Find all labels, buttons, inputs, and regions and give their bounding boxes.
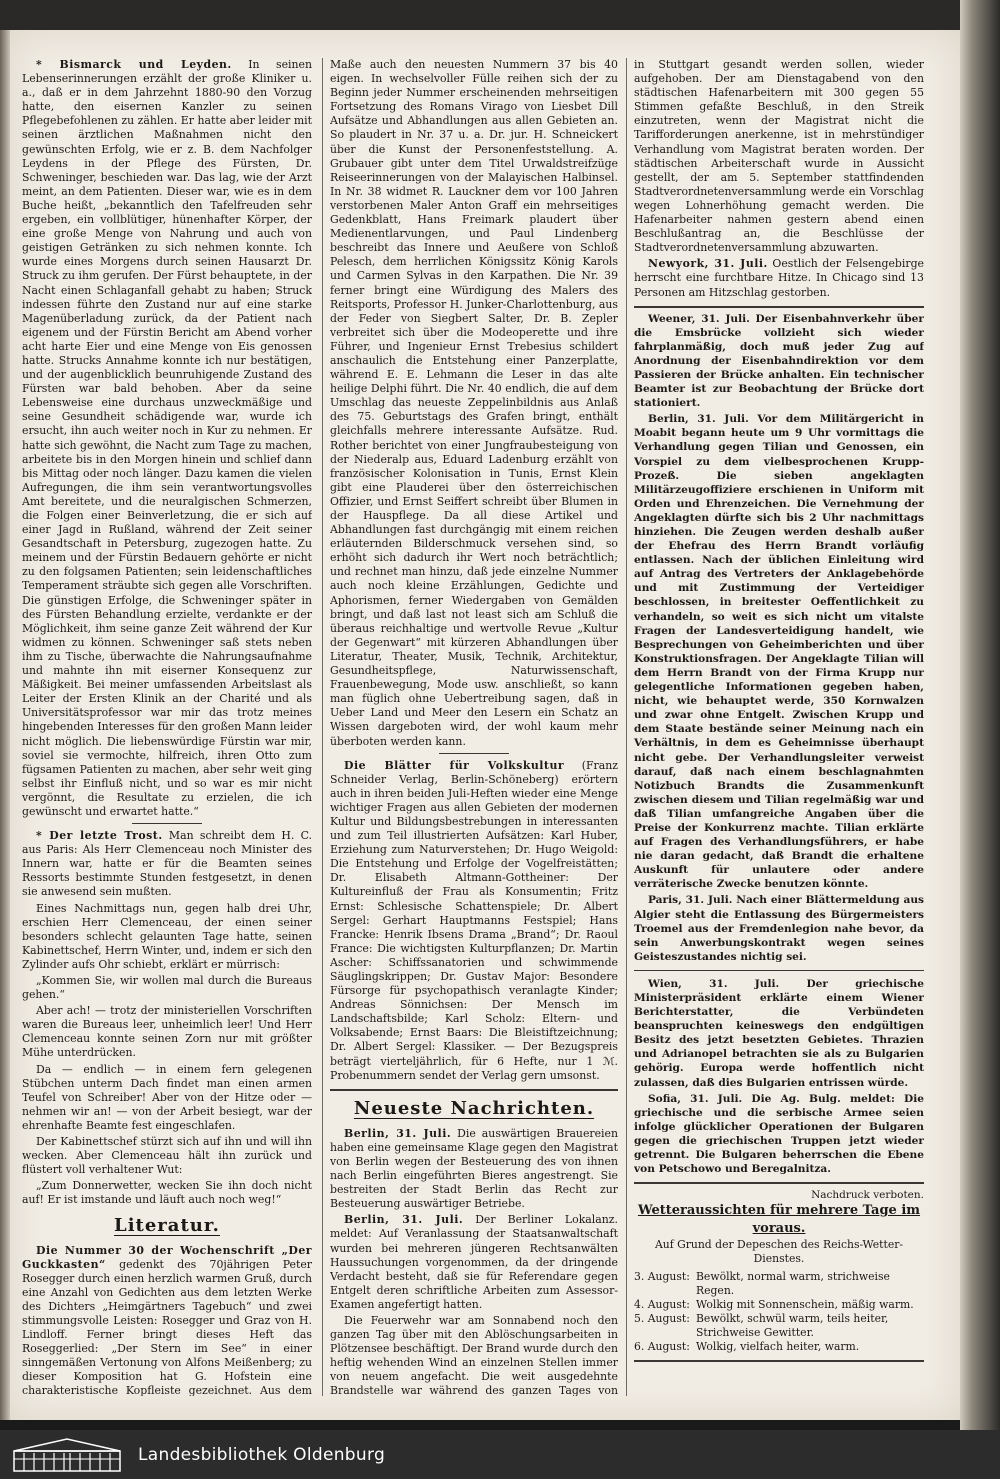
reprint-notice: Nachdruck verboten. xyxy=(811,1189,924,1202)
column-right xyxy=(634,58,924,1396)
news-paris: Paris, 31. Juli. Nach einer Blättermeldung aus Algier steht die Entlassung des Bürgermeisters Troemel aus der Fremdenlegion nahe bevor, da sein Anwerbungskontrakt wegen seines Geisteszustandes nichtig sei. xyxy=(634,894,924,963)
weather-forecast-title: Wetteraussichten für mehrere Tage im voraus. xyxy=(637,1203,921,1237)
article-lede: Die Nummer 30 der Wochenschrift „Der Guckkasten“ xyxy=(22,1243,312,1271)
column-left xyxy=(22,58,312,1396)
article-lede: * Bismarck und Leyden. xyxy=(36,58,232,71)
news-text: Der Berliner Lokalanz. meldet: Auf Veranlassung der Staatsanwaltschaft wurden bei mehreren jüngeren Rechtsanwälten Haussuchungen vorgenommen, da der dringende Verdacht besteht, daß sie für Referendare gegen Entgelt deren schriftliche Arbeiten zum Assessor-Examen angefertigt hatten. xyxy=(330,1213,618,1311)
paragraph: „Kommen Sie, wir wollen mal durch die Bureaus gehen.“ xyxy=(22,974,312,1002)
news-newyork xyxy=(634,257,924,299)
news-berlin-2 xyxy=(330,1213,618,1312)
weather-date: 3. August: xyxy=(634,1269,690,1283)
article-ueberland-continued: Maße auch den neuesten Nummern 37 bis 40 eigen. In wechselvoller Fülle reihen sich der zu Beginn jeder Nummer erscheinenden mehrseitigen Fortsetzung des Romans Virago von Liesbet Dill Aufsätze und Abhandlungen aus allen Gebieten an. So plaudert in Nr. 37 u. a. Dr. jur. H. Schneickert über die Kunst der Personenfeststellung. A. Grubauer gibt unter dem Titel Urwaldstreifzüge Reiseerinnerungen von der Malayischen Halbinsel. In Nr. 38 widmet R. Lauckner dem vor 100 Jahren verstorbenen Maler Anton Graff ein mehrseitiges Gedenkblatt, Hans Freimark plaudert über Medienentlarvungen, und Paul Lindenberg beschreibt das Innere und Aeußere von Schloß Pelesch, dem herrlichen Königssitz König Karols und Carmen Sylvas in den Karpathen. Die Nr. 39 ferner bringt eine Würdigung des Malers des Reitsports, Professor H. Junker-Charlottenburg, aus der Feder von Siegbert Salter, Dr. B. Zepler verbreitet sich über die Modeoperette und ihre Führer, und Ingenieur Ernst Trebesius schildert anschaulich die Entstehung einer Panzerplatte, während E. E. Lehmann die Leser in das alte heilige Delphi führt. Die Nr. 40 endlich, die auf dem Umschlag das neueste Zeppelinbildnis aus Anlaß des 75. Geburtstags des Grafen bringt, enthält gleichfalls mehrere interessante Aufsätze. Rud. Rother berichtet von einer Jungfraubesteigung von der Niederalp aus, Eduard Ladenburg erzählt von französischer Kolonisation in Tunis, Ernst Klein gibt eine Plauderei über den österreichischen Offizier, und Ernst Seiffert schreibt über Blumen in der Hauspflege. Da all diese Artikel und Abhandlungen fast durchgängig mit einem reichen erläuternden Bilderschmuck versehen sind, so erhöht sich dadurch ihr Wert noch beträchtlich; und rechnet man hinzu, daß jede einzelne Nummer auch noch kleine Erzählungen, Gedichte und Aphorismen, ferner Wiedergaben von Gemälden bringt, und daß last not least sich am Schluß die überaus reichhaltige und wertvolle Revue „Kultur der Gegenwart“ mit kürzeren Abhandlungen über Literatur, Theater, Musik, Technik, Architektur, Gesundheitspflege, Naturwissenschaft, Frauenbewegung, Mode usw. anschließt, so kann man füglich ohne Uebertreibung sagen, daß in Ueber Land und Meer den Lesern ein Schatz an Wissen dargeboten wird, der wohl kaum mehr überboten werden kann. xyxy=(330,58,618,748)
weather-date: 6. August: xyxy=(634,1339,690,1353)
column-middle xyxy=(330,58,618,1396)
section-rule xyxy=(634,970,924,971)
news-text: Die auswärtigen Brauereien haben eine gemeinsame Klage gegen den Magistrat von Berlin wegen der Besteuerung des von ihnen nach Berlin eingeführten Bieres angestrengt. Sie bestreiten der Stadt Berlin das Recht zur Besteuerung auswärtiger Betriebe. xyxy=(330,1126,618,1211)
paragraph: Aber ach! — trotz der ministeriellen Vorschriften waren die Bureaus leer, unheimlich leer! Und Herr Clemenceau konnte seinen Zorn nur mit größter Mühe unterdrücken. xyxy=(22,1004,312,1060)
section-rule xyxy=(634,1360,924,1362)
news-wien: Wien, 31. Juli. Der griechische Ministerpräsident erklärte einem Wiener Berichterstatter, die Verbündeten beanspruchten keineswegs den endgültigen Besitz des jetzt besetzten Gebietes. Thrazien und Adrianopel betrachten sie als zu Bulgarien gehörig. Europa werde hoffentlich nicht zulassen, daß dies Bulgarien entrissen würde. xyxy=(634,977,924,1089)
article-separator xyxy=(132,823,202,824)
dateline: Berlin, 31. Juli. xyxy=(344,1213,464,1227)
weather-date: 4. August: xyxy=(634,1297,690,1311)
news-weener: Weener, 31. Juli. Der Eisenbahnverkehr über die Emsbrücke vollzieht sich wieder fahrplanmäßig, doch muß jeder Zug auf Anordnung der Eisenbahndirektion vor dem Passieren der Brücke anhalten. Ein technischer Beamter ist zur Beobachtung der Brücke dort stationiert. xyxy=(634,312,924,410)
article-text: gedenkt des 70jährigen Peter Rosegger durch einen herzlich warmen Gruß, durch eine Anzahl von Gedichten aus dem letzten Werke des Dichters „Heimgärtners Tagebuch“ und zwei stimmungsvolle Leisten: Rosegger und Graz von H. Lindloff. Ferner bringt dieses Heft das Roseggerlied: „Der Stern im See“ in einer sinngemäßen Vertonung von Alfons Meißenberg; zu dieser Komposition hat G. Hofstein eine charakteristische Kopfleiste gezeichnet. Aus dem xyxy=(22,1257,312,1396)
article-separator xyxy=(439,753,509,754)
weather-row xyxy=(634,1340,924,1354)
weather-text: Wolkig, vielfach heiter, warm. xyxy=(696,1339,860,1353)
weather-row xyxy=(634,1298,924,1312)
advertisement-box xyxy=(638,1396,920,1397)
weather-text: Wolkig mit Sonnenschein, mäßig warm. xyxy=(696,1297,914,1311)
weather-forecast-source: Auf Grund der Depeschen des Reichs-Wetter-Dienstes. xyxy=(654,1238,904,1266)
section-rule xyxy=(634,306,924,308)
news-berlin-krupp: Berlin, 31. Juli. Vor dem Militärgericht in Moabit begann heute um 9 Uhr vormittags die Verhandlung gegen Tilian und Genossen, ein Vorspiel zu dem vielbesprochenen Krupp-Prozeß. Die sieben angeklagten Militärzeugoffiziere erschienen in Uniform mit Orden und Ehrenzeichen. Die Vernehmung der Angeklagten dürfte sich bis 2 Uhr nachmittags hinziehen. Die Zeugen werden deshalb außer der Ehefrau des Herrn Brandt vorläufig entlassen. Nach der üblichen Einleitung wird auf Antrag des Vertreters der Anklagebehörde und mit Zustimmung der Verteidiger beschlossen, in breitester Oeffentlichkeit zu verhandeln, so weit es sich nicht um vitalste Fragen der Landesverteidigung handelt, wie Besprechungen von Geheimberichten und über Konstruktionsfragen. Der Angeklagte Tilian will dem Herrn Brandt von der Firma Krupp nur gelegentliche Informationen gegeben haben, nicht, wie behauptet werde, 350 Kornwalzen und zwar ohne Entgelt. Zwischen Krupp und dem Staate bestände seiner Meinung nach ein Verhältnis, in dem es Geheimnisse überhaupt nicht gebe. Der Verhandlungsleiter verweist darauf, daß nach einem beschlagnahmten Notizbuch Brandts die Zusammenkunft zwischen diesem und Tilian regelmäßig war und daß Tilian umfangreiche Angaben über die Preise der Konkurrenz machte. Tilian erklärte auf Fragen des Verhandlungsführers, er habe nie daran gedacht, daß Brandt die erhaltene Auskunft für unlautere oder andere verräterische Zwecke benutzen könnte. xyxy=(634,413,924,891)
column-rule xyxy=(626,58,627,1396)
dateline: Newyork, 31. Juli. xyxy=(648,257,768,271)
weather-date: 5. August: xyxy=(634,1311,690,1325)
section-heading-neueste-nachrichten: Neueste Nachrichten. xyxy=(353,1097,595,1119)
telegram-block xyxy=(634,312,924,1177)
section-heading-literatur: Literatur. xyxy=(114,1214,220,1236)
scan-top-edge xyxy=(0,0,1000,30)
paragraph: Eines Nachmittags nun, gegen halb drei Uhr, erschien Herr Clemenceau, der einen seiner besonders schlecht gelaunten Tage hatte, seinen Kabinettschef, Herrn Winter, und, indem er sich den Zylinder aufs Ohr schiebt, erklärt er mürrisch: xyxy=(22,901,312,971)
weather-row xyxy=(634,1312,924,1340)
article-text: Man schreibt dem H. C. aus Paris: Als Herr Clemenceau noch Minister des Innern war, hatte er für die Beamten seines Ressorts bestimmte Stunden festgesetzt, in denen sie anwesend sein mußten. xyxy=(22,829,312,899)
article-lede: Die Blätter für Volkskultur xyxy=(344,758,565,772)
library-footer-bar xyxy=(0,1430,1000,1479)
article-lede: * Der letzte Trost. xyxy=(36,829,163,843)
news-berlin-1 xyxy=(330,1127,618,1212)
section-rule xyxy=(330,1089,618,1091)
news-stuttgart-continued: in Stuttgart gesandt werden sollen, wieder aufgehoben. Der am Dienstagabend von den städtischen Hafenarbeitern mit 300 gegen 55 Stimmen gefaßte Beschluß, in den Streik einzutreten, wenn der Magistrat nicht die Tarifforderungen anerkenne, ist in mehrstündiger Verhandlung vom Magistrat beraten worden. Der städtischen Arbeiterschaft wurde in Aussicht gestellt, der am 5. September stattfindenden Stadtverordnetenversammlung werde ein Vorschlag wegen Lohnerhöhung gemacht werden. Die Hafenarbeiter nahmen gestern abend einen Beschlußantrag an, die Beschlüsse der Stadtverordnetenversammlung abzuwarten. xyxy=(634,58,924,255)
article-trost xyxy=(22,829,312,899)
weather-text: Bewölkt, schwül warm, teils heiter, Strichweise Gewitter. xyxy=(696,1311,889,1339)
library-building-icon xyxy=(12,1437,122,1473)
news-feuer: Die Feuerwehr war am Sonnabend noch den ganzen Tag über mit den Ablöschungsarbeiten in Plötzensee beschäftigt. Der Brand wurde durch den heftig wehenden Wind an einzelnen Stellen immer von neuem angefacht. Die weit ausgedehnte Brandstelle war während des ganzen Tages von xyxy=(330,1313,618,1396)
weather-text: Bewölkt, normal warm, strichweise Regen. xyxy=(696,1269,890,1297)
paragraph: Da — endlich — in einem fern gelegenen Stübchen unterm Dach findet man einen armen Teufel von Schreiber! Aber von der Hitze oder — nehmen wir an! — von der Arbeit besiegt, war der ehrenhafte Beamte fest eingeschlafen. xyxy=(22,1062,312,1132)
dateline: Berlin, 31. Juli. xyxy=(344,1126,452,1140)
column-rule xyxy=(322,58,323,1396)
book-binding xyxy=(0,30,10,1420)
news-sofia: Sofia, 31. Juli. Die Ag. Bulg. meldet: Die griechische und die serbische Armee seien infolge glücklicher Operationen der Bulgaren gegen die griechischen Truppen jetzt wieder getrennt. Die Bulgaren beherrschen die Ebene von Petschowo und Beregalnitza. xyxy=(634,1092,924,1176)
weather-row xyxy=(634,1270,924,1298)
book-page-stack-edge xyxy=(960,0,1000,1430)
news-text: Oestlich der Felsengebirge herrscht eine furchtbare Hitze. In Chicago sind 13 Personen am Hitzschlag gestorben. xyxy=(634,257,924,299)
article-guckkasten xyxy=(22,1244,312,1397)
section-rule xyxy=(634,1182,924,1184)
article-text: In seinen Lebenserinnerungen erzählt der große Kliniker u. a., daß er in dem Jahrzehnt 1880-90 den Vorzug hatte, den eisernen Kanzler zu seinen Pflegebefohlenen zu zählen. Er hatte aber leider mit seinen ärztlichen Maßnahmen nicht den gewünschten Erfolg, wie er z. B. dem Nachfolger Leydens in der Pflege des Fürsten, Dr. Schweninger, beschieden war. Das lag, wie der Arzt meint, an dem Patienten. Dieser war, wie es in dem Buche heißt, „bekanntlich den Tafelfreuden sehr ergeben, ein vollblütiger, hünenhafter Körper, der eine große Menge von Nahrung und auch von geistigen Getränken zu sich nehmen konnte. Ich wurde eines Morgens durch seinen Hausarzt Dr. Struck zu ihm gerufen. Der Fürst behauptete, in der Nacht einen Schlaganfall gehabt zu haben; Struck indessen führte den Zustand nur auf eine starke Magenüberladung zurück, da der Patient nach eigenem und der Fürstin Bericht am Abend vorher acht harte Eier und eine Menge von Eis genossen hatte. Strucks Annahme konnte ich nur bestätigen, und der augenblicklich beunruhigende Zustand des Fürsten war bald behoben. Aber da seine Lebensweise eine durchaus unzweckmäßige und seine Gesundheit schädigende war, wurde ich ersucht, ihn auch weiter noch in Kur zu nehmen. Er hatte sich gewöhnt, die Nacht zum Tage zu machen, arbeitete bis in den Morgen hinein und schlief dann bis Mittag oder noch länger. Dazu kamen die vielen Aufregungen, die ihm sein verantwortungsvolles Amt bereitete, und die neuralgischen Schmerzen, die Folgen einer Beinverletzung, die er sich auf einer Jagd in Rußland, während der Zeit seiner Gesandtschaft in Petersburg, zugezogen hatte. Zu meinem und der Fürstin Bedauern gehörte er nicht zu den folgsamen Patienten; sein leidenschaftliches Temperament sträubte sich gegen alle Vorschriften. Die günstigen Erfolge, die Schweninger später in des Fürsten Behandlung erzielte, verdankte er der Möglichkeit, ihm seine ganze Zeit während der Kur widmen zu können. Schweninger saß stets neben ihm zu Tische, überwachte die Nahrungsaufnahme und mahnte ihn mit eiserner Konsequenz zur Mäßigkeit. Bei meiner umfassenden Arbeitslast als Leiter der Ersten Klinik an der Charité und als Universitätsprofessor war mir das trotz meines hingebenden Interesses für den großen Mann leider nicht möglich. Die liebenswürdige Fürstin war mir, soviel sie vermochte, hilfreich, ihren Otto zum fügsamen Patienten zu machen, aber sehr weit ging selbst ihr Einfluß nicht, und so war es mir nicht vergönnt, die Resultate zu erzielen, die ich gewünscht und erwartet hatte.“ xyxy=(22,58,312,818)
paragraph: Der Kabinettschef stürzt sich auf ihn und will ihn wecken. Aber Clemenceau hält ihn zurück und flüstert voll verhaltener Wut: xyxy=(22,1135,312,1177)
paragraph: „Zum Donnerwetter, wecken Sie ihn doch nicht auf! Er ist imstande und läuft auch noch weg!“ xyxy=(22,1179,312,1207)
article-text: (Franz Schneider Verlag, Berlin-Schöneberg) erörtern auch in ihren beiden Juli-Heften wieder eine Menge wichtiger Fragen aus allen Gebieten der modernen Kultur und Bildungsbestrebungen in interessanten und zum Teil illustrierten Aufsätzen: Karl Huber, Erziehung zum Naturverstehen; Dr. Hugo Weigold: Die Entstehung und Erfolge der Vogelfreistätten; Dr. Elisabeth Altmann-Gottheiner: Der Kultureinfluß der Frau als Konsumentin; Fritz Ernst: Schlesische Schattenspiele; Dr. Albert Sergel: Gerhart Hauptmanns Festspiel; Hans Francke: Henrik Ibsens Drama „Brand“; Dr. Raoul France: Die wichtigsten Kulturpflanzen; Dr. Martin Ascher: Schiffssanatorien und schwimmende Säuglingskrippen; Dr. Gustav Major: Besondere Fürsorge für psychopathisch veranlagte Kinder; Andreas Sönnichsen: Der Mensch im Landschaftsbilde; Karl Scholz: Eltern- und Volksabende; Ernst Baars: Die Bleistiftzeichnung; Dr. Albert Sergel: Klassiker. — Der Bezugspreis beträgt vierteljährlich, für 6 Hefte, nur 1 ℳ. Probenummern sendet der Verlag gern umsonst. xyxy=(330,758,618,1082)
library-name: Landesbibliothek Oldenburg xyxy=(138,1444,386,1465)
article-bismarck xyxy=(22,58,312,819)
article-volkskultur xyxy=(330,759,618,1083)
